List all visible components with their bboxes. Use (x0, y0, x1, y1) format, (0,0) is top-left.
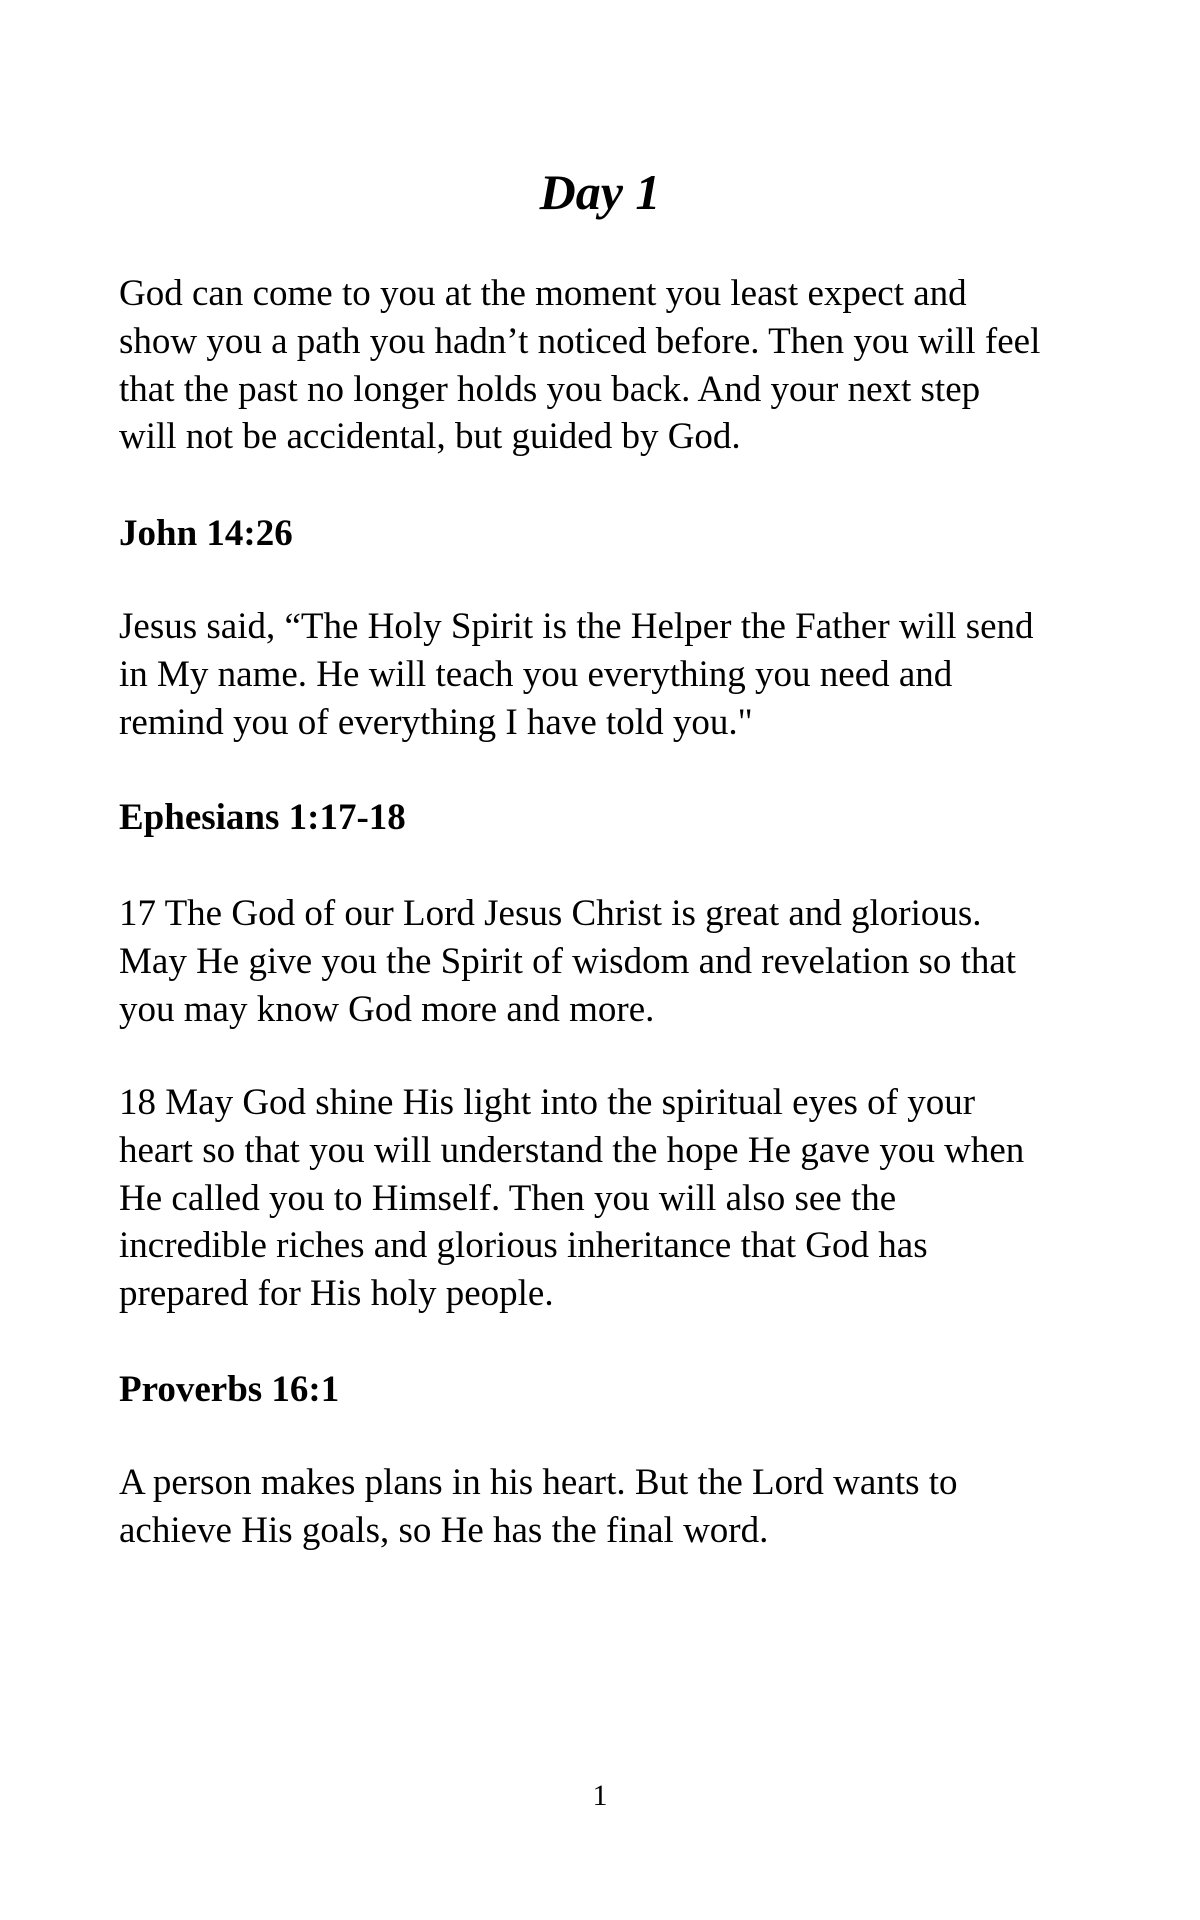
text-line: will not be accidental, but guided by God. (119, 416, 741, 458)
page-number: 1 (592, 1779, 608, 1812)
text-line: A person makes plans in his heart. But the Lord wants to (119, 1462, 958, 1503)
ephesians-verse-17 (119, 890, 1099, 1033)
page-title: Day 1 (539, 164, 661, 220)
text-line: 17 The God of our Lord Jesus Christ is great and glorious. (119, 893, 982, 934)
text-line: May He give you the Spirit of wisdom and revelation so that (119, 940, 1017, 982)
text-line: show you a path you hadn’t noticed before. Then you will feel (119, 320, 1041, 362)
section-heading-john: John 14:26 (119, 513, 293, 554)
text-line: 18 May God shine His light into the spiritual eyes of your (119, 1082, 976, 1123)
text-line: heart so that you will understand the hope He gave you when (119, 1129, 1025, 1171)
john-paragraph (119, 603, 1099, 746)
text-line: that the past no longer holds you back. And your next step (119, 368, 981, 410)
section-heading-ephesians: Ephesians 1:17-18 (119, 797, 406, 838)
section-heading-proverbs: Proverbs 16:1 (119, 1369, 340, 1410)
text-line: you may know God more and more. (119, 988, 655, 1030)
text-line: Jesus said, “The Holy Spirit is the Helper the Father will send (119, 606, 1034, 647)
text-line: remind you of everything I have told you." (119, 701, 753, 743)
text-line: achieve His goals, so He has the final word. (119, 1509, 769, 1551)
intro-paragraph (119, 270, 1099, 461)
proverbs-paragraph (119, 1459, 1099, 1555)
text-line: He called you to Himself. Then you will also see the (119, 1177, 897, 1219)
text-line: God can come to you at the moment you least expect and (119, 273, 967, 314)
text-line: in My name. He will teach you everything you need and (119, 653, 953, 695)
text-line: prepared for His holy people. (119, 1273, 554, 1315)
ephesians-verse-18 (119, 1079, 1099, 1318)
text-line: incredible riches and glorious inheritance that God has (119, 1225, 928, 1267)
